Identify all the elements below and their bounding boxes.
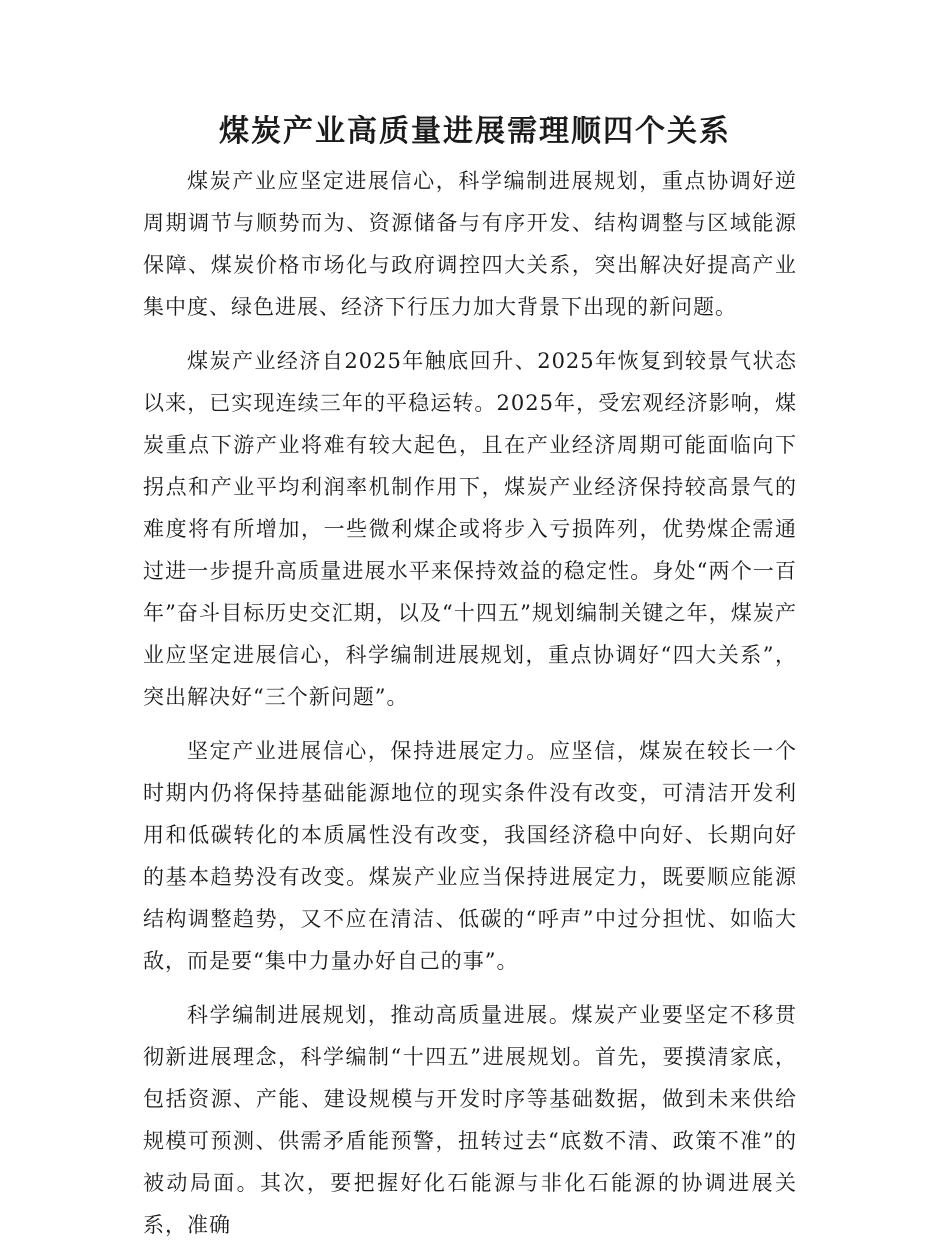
paragraph: 煤炭产业经济自2025年触底回升、2025年恢复到较景气状态以来，已实现连续三年的平稳运转。2025年，受宏观经济影响，煤炭重点下游产业将难有较大起色，且在产业经济周期可能面临向下拐点和产业平均利润率机制作用下，煤炭产业经济保持较高景气的难度将有所增加，一些微利煤企或将步入亏损阵列，优势煤企需通过进一步提升高质量进展水平来保持效益的稳定性。身处“两个一百年”奋斗目标历史交汇期，以及“十四五”规划编制关键之年，煤炭产业应坚定进展信心，科学编制进展规划，重点协调好“四大关系”，突出解决好“三个新问题”。	[143, 349, 797, 709]
paragraph: 煤炭产业应坚定进展信心，科学编制进展规划，重点协调好逆周期调节与顺势而为、资源储备与有序开发、结构调整与区域能源保障、煤炭价格市场化与政府调控四大关系，突出解决好提高产业集中度、绿色进展、经济下行压力加大背景下出现的新问题。	[143, 169, 797, 319]
document-title: 煤炭产业高质量进展需理顺四个关系	[219, 114, 731, 149]
document-body	[143, 160, 797, 1258]
paragraph: 坚定产业进展信心，保持进展定力。应坚信，煤炭在较长一个时期内仍将保持基础能源地位的现实条件没有改变，可清洁开发利用和低碳转化的本质属性没有改变，我国经济稳中向好、长期向好的基本趋势没有改变。煤炭产业应当保持进展定力，既要顺应能源结构调整趋势，又不应在清洁、低碳的“呼声”中过分担忧、如临大敌，而是要“集中力量办好自己的事”。	[143, 739, 797, 973]
paragraph: 科学编制进展规划，推动高质量进展。煤炭产业要坚定不移贯彻新进展理念，科学编制“十四五”进展规划。首先，要摸清家底，包括资源、产能、建设规模与开发时序等基础数据，做到未来供给规模可预测、供需矛盾能预警，扭转过去“底数不清、政策不准”的被动局面。其次，要把握好化石能源与非化石能源的协调进展关系，准确	[143, 1003, 797, 1237]
